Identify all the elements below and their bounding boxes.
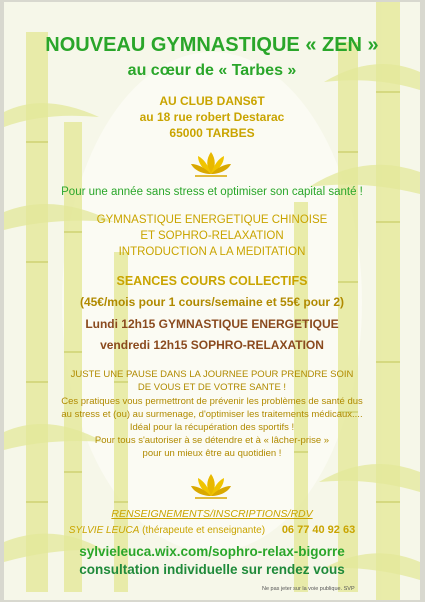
contact-line bbox=[4, 524, 420, 536]
flyer-title: NOUVEAU GYMNASTIQUE « ZEN » bbox=[45, 34, 379, 56]
address-line-2: au 18 rue robert Destarac bbox=[139, 110, 285, 124]
address-line-3: 65000 TARBES bbox=[169, 126, 255, 140]
flyer-subtitle: au cœur de « Tarbes » bbox=[127, 62, 297, 79]
address-line-1: AU CLUB DANS6T bbox=[159, 94, 265, 108]
flyer-content bbox=[4, 2, 420, 600]
footer-note: Ne pas jeter sur la voie publique. SVP bbox=[262, 586, 355, 592]
lotus-icon bbox=[189, 150, 233, 178]
discipline-line-3: INTRODUCTION A LA MEDITATION bbox=[118, 246, 306, 258]
benefit-line-4: Pour tous s'autoriser à se détendre et à « lâcher-prise » bbox=[94, 435, 330, 446]
flyer-page bbox=[4, 2, 420, 600]
seances-price: (45€/mois pour 1 cours/semaine et 55€ pour 2) bbox=[79, 295, 345, 309]
contact-role: (thérapeute et enseignante) bbox=[139, 525, 266, 536]
contact-website[interactable]: sylvieleuca.wix.com/sophro-relax-bigorre bbox=[79, 544, 345, 559]
benefit-line-1: Ces pratiques vous permettront de prévenir les problèmes de santé dus bbox=[61, 396, 363, 407]
discipline-line-1: GYMNASTIQUE ENERGETIQUE CHINOISE bbox=[96, 214, 328, 226]
schedule-friday: vendredi 12h15 SOPHRO-RELAXATION bbox=[100, 338, 324, 352]
benefit-line-3: Idéal pour la récupération des sportifs ! bbox=[129, 422, 295, 433]
seances-heading: SEANCES COURS COLLECTIFS bbox=[116, 274, 308, 288]
benefit-line-5: pour un mieux être au quotidien ! bbox=[142, 448, 282, 459]
contact-heading: RENSEIGNEMENTS/INSCRIPTIONS/RDV bbox=[111, 508, 313, 520]
consultation-note: consultation individuelle sur rendez vous bbox=[79, 562, 345, 577]
benefit-line-2: au stress et (ou) au surmenage, d'optimiser les traitements médicaux.... bbox=[61, 409, 363, 420]
pause-line-1: JUSTE UNE PAUSE DANS LA JOURNEE POUR PRENDRE SOIN bbox=[70, 369, 354, 380]
contact-name: SYLVIE LEUCA bbox=[68, 525, 140, 536]
discipline-line-2: ET SOPHRO-RELAXATION bbox=[140, 230, 284, 242]
pause-line-2: DE VOUS ET DE VOTRE SANTE ! bbox=[137, 382, 287, 393]
schedule-monday: Lundi 12h15 GYMNASTIQUE ENERGETIQUE bbox=[85, 317, 339, 331]
lotus-icon bbox=[189, 472, 233, 500]
tagline: Pour une année sans stress et optimiser son capital santé ! bbox=[61, 186, 363, 198]
contact-phone[interactable]: 06 77 40 92 63 bbox=[281, 524, 356, 536]
